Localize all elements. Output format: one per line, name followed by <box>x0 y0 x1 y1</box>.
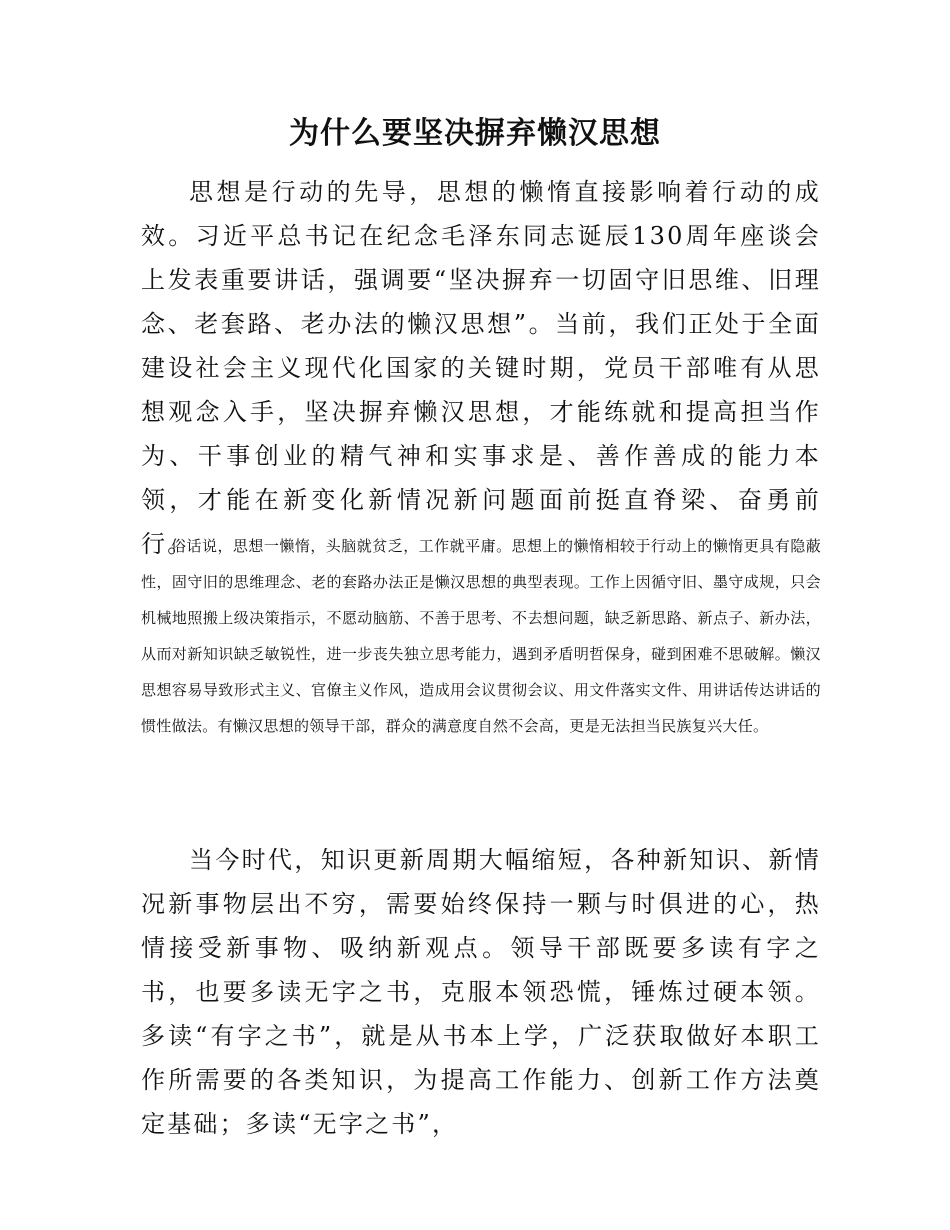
paragraph-intro: 思想是行动的先导，思想的懒惰直接影响着行动的成效。习近平总书记在纪念毛泽东同志诞辰130周年座谈会上发表重要讲话，强调要“坚决摒弃一切固守旧思维、旧理念、老套路、老办法的懒汉思想”。当前，我们正处于全面建设社会主义现代化国家的关键时期，党员干部唯有从思想观念入手，坚决摒弃懒汉思想，才能练就和提高担当作为、干事创业的精气神和实事求是、善作善成的能力本领，才能在新变化新情况新问题面前挺直脊梁、奋勇前行。 <box>141 178 821 558</box>
paragraph-lazy-thinking: 俗话说，思想一懒惰，头脑就贫乏，工作就平庸。思想上的懒惰相较于行动上的懒惰更具有隐蔽性，固守旧的思维理念、老的套路办法正是懒汉思想的典型表现。工作上因循守旧、墨守成规，只会机械地照搬上级决策指示，不愿动脑筋、不善于思考、不去想问题，缺乏新思路、新点子、新办法，从而对新知识缺乏敏锐性，进一步丧失独立思考能力，遇到矛盾明哲保身，碰到困难不思破解。懒汉思想容易导致形式主义、官僚主义作风，造成用会议贯彻会议、用文件落实文件、用讲话传达讲话的惯性做法。有懒汉思想的领导干部，群众的满意度自然不会高，更是无法担当民族复兴大任。 <box>141 537 821 735</box>
document-title: 为什么要坚决摒弃懒汉思想 <box>289 116 661 151</box>
paragraph-learning: 当今时代，知识更新周期大幅缩短，各种新知识、新情况新事物层出不穷，需要始终保持一颗与时俱进的心，热情接受新事物、吸纳新观点。领导干部既要多读有字之书，也要多读无字之书，克服本领恐慌，锤炼过硬本领。多读“有字之书”，就是从书本上学，广泛获取做好本职工作所需要的各类知识，为提高工作能力、创新工作方法奠定基础；多读“无字之书”， <box>141 846 821 1138</box>
